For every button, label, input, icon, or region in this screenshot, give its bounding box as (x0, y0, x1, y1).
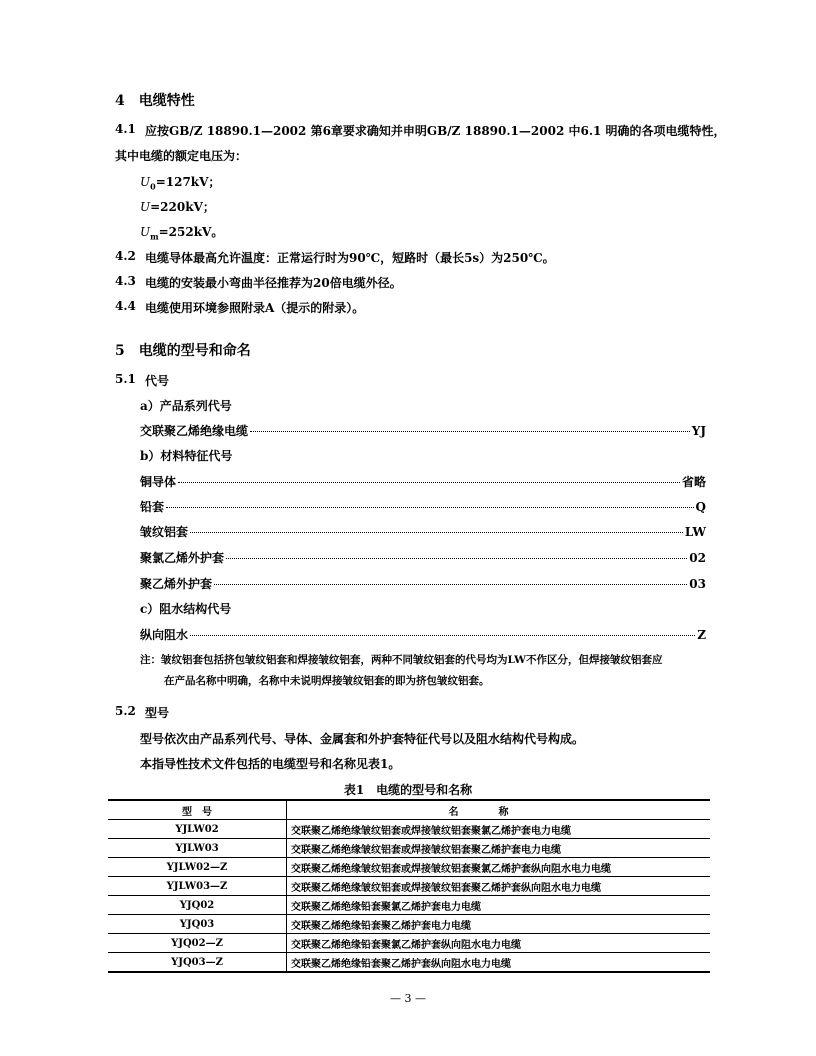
code-row-pvc-jacket (140, 549, 706, 566)
code-row-water-block (140, 626, 706, 643)
cell-name: 交联聚乙烯绝缘铅套聚乙烯护套纵向阻水电力电缆 (287, 953, 711, 973)
clause-5-2-title: 型号 (145, 706, 170, 720)
cell-model: YJQ03 (108, 915, 287, 934)
cell-name: 交联聚乙烯绝缘皱纹铝套或焊接皱纹铝套聚氯乙烯护套电力电缆 (287, 820, 711, 839)
code-name: 皱纹铝套 (140, 525, 189, 539)
rated-voltage-um: $U_m=252kV$。 (140, 225, 224, 242)
section-5-heading: 5 电缆的型号和命名 (115, 343, 251, 359)
code-row-copper (140, 473, 706, 490)
table-row (108, 896, 710, 915)
note-line-1: 注：皱纹铝套包括挤包皱纹铝套和焊接皱纹铝套，两种不同皱纹铝套的代号均为LW不作区分，但焊接皱纹铝套应 (140, 654, 663, 666)
code-name: 聚乙烯外护套 (140, 577, 213, 591)
cell-name: 交联聚乙烯绝缘皱纹铝套或焊接皱纹铝套聚氯乙烯护套纵向阻水电力电缆 (287, 858, 711, 877)
code-row-lead-sheath (140, 498, 706, 515)
cell-name: 交联聚乙烯绝缘铅套聚氯乙烯护套电力电缆 (287, 896, 711, 915)
clause-5-1-number: 5.1 (115, 372, 136, 386)
clause-5-2-paragraph-2: 本指导性技术文件包括的电缆型号和名称见表1。 (140, 757, 401, 771)
clause-4-1-text: 应按GB/Z 18890.1—2002 第6章要求确知并申明GB/Z 18890.1—2002 中6.1 明确的各项电缆特性， (145, 124, 726, 138)
code-name: 交联聚乙烯绝缘电缆 (140, 424, 249, 438)
clause-4-4-number: 4.4 (115, 299, 136, 313)
code-value: Q (695, 500, 706, 514)
note-line-2: 在产品名称中明确，名称中未说明焊接皱纹铝套的即为挤包皱纹铝套。 (164, 675, 490, 687)
cell-name: 交联聚乙烯绝缘铅套聚氯乙烯护套纵向阻水电力电缆 (287, 934, 711, 953)
cell-name: 交联聚乙烯绝缘皱纹铝套或焊接皱纹铝套聚乙烯护套纵向阻水电力电缆 (287, 877, 711, 896)
rated-voltage-u0: $U_0=127kV$； (140, 175, 221, 192)
clause-4-3-number: 4.3 (115, 274, 136, 288)
table-header-row (108, 800, 710, 820)
table-row (108, 820, 710, 839)
clause-4-1-text-cont: 其中电缆的额定电压为： (115, 149, 248, 163)
list-b-label: b）材料特征代号 (140, 449, 233, 463)
code-row-pe-jacket (140, 575, 706, 592)
code-value: 03 (689, 577, 706, 591)
cell-model: YJLW02 (108, 820, 287, 839)
code-value: 02 (689, 551, 706, 565)
table-row (108, 915, 710, 934)
code-row-aluminium-sheath (140, 523, 706, 540)
cell-model: YJLW03—Z (108, 877, 287, 896)
code-value: 省略 (681, 475, 706, 489)
table-row (108, 858, 710, 877)
code-name: 聚氯乙烯外护套 (140, 551, 225, 565)
cell-model: YJQ02—Z (108, 934, 287, 953)
clause-5-2-number: 5.2 (115, 704, 136, 718)
code-row-yj (140, 422, 706, 439)
cable-model-table (108, 799, 710, 973)
code-name: 铅套 (140, 500, 165, 514)
cell-name: 交联聚乙烯绝缘皱纹铝套或焊接皱纹铝套聚乙烯护套电力电缆 (287, 839, 711, 858)
clause-4-2-number: 4.2 (115, 249, 136, 263)
cell-model: YJQ03—Z (108, 953, 287, 973)
clause-5-2-paragraph-1: 型号依次由产品系列代号、导体、金属套和外护套特征代号以及阻水结构代号构成。 (140, 732, 585, 746)
table-row (108, 934, 710, 953)
code-value: LW (684, 525, 706, 539)
clause-4-4-text: 电缆使用环境参照附录A（提示的附录）。 (145, 301, 365, 315)
code-value: YJ (691, 424, 706, 438)
cell-model: YJLW02—Z (108, 858, 287, 877)
list-a-label: a）产品系列代号 (140, 399, 232, 413)
page-number: — 3 — (390, 992, 426, 1005)
header-model: 型 号 (108, 800, 287, 820)
code-name: 纵向阻水 (140, 628, 189, 642)
clause-4-1-number: 4.1 (115, 122, 136, 136)
section-4-heading: 4 电缆特性 (115, 93, 195, 109)
cell-model: YJQ02 (108, 896, 287, 915)
rated-voltage-u: U=220kV； (140, 200, 215, 214)
table-row (108, 953, 710, 973)
header-name: 名称 (287, 800, 711, 820)
cell-model: YJLW03 (108, 839, 287, 858)
clause-5-1-title: 代号 (145, 374, 170, 388)
table-row (108, 839, 710, 858)
cell-name: 交联聚乙烯绝缘铅套聚乙烯护套电力电缆 (287, 915, 711, 934)
table-1-caption: 表1 电缆的型号和名称 (343, 783, 473, 797)
clause-4-2-text: 电缆导体最高允许温度：正常运行时为90℃，短路时（最长5s）为250℃。 (145, 251, 555, 265)
code-name: 铜导体 (140, 475, 177, 489)
clause-4-3-text: 电缆的安装最小弯曲半径推荐为20倍电缆外径。 (145, 276, 402, 290)
table-row (108, 877, 710, 896)
code-value: Z (697, 628, 706, 642)
list-c-label: c）阻水结构代号 (140, 602, 232, 616)
